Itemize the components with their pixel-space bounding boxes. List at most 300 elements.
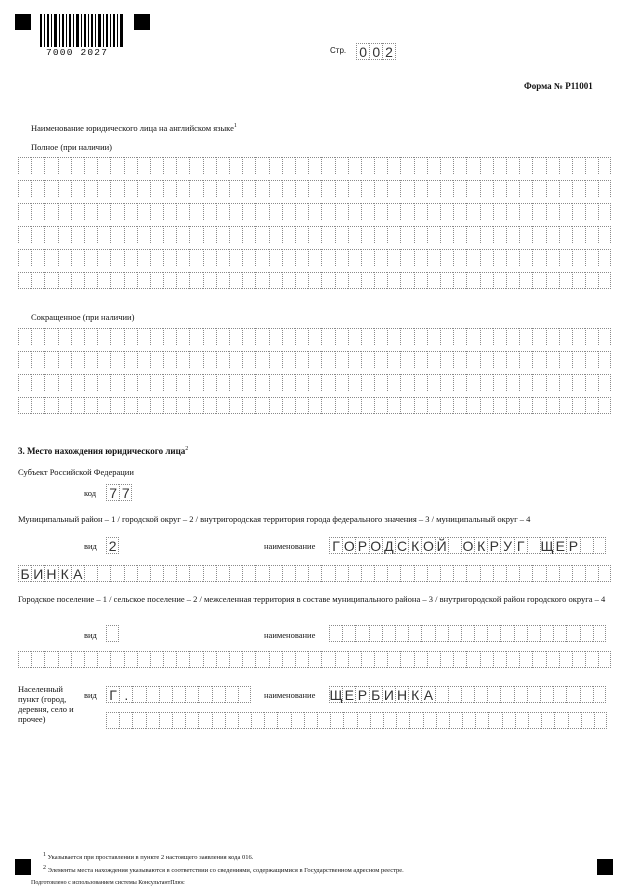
char-cell[interactable] (295, 180, 308, 197)
char-cell[interactable] (106, 625, 119, 642)
char-cell[interactable] (229, 226, 242, 243)
char-cell[interactable] (335, 328, 348, 345)
char-cell[interactable] (414, 351, 427, 368)
char-cell[interactable] (321, 328, 334, 345)
char-cell[interactable] (163, 565, 176, 582)
char-cell[interactable] (506, 651, 519, 668)
char-cell[interactable] (189, 226, 202, 243)
char-cell[interactable] (329, 625, 342, 642)
char-cell[interactable] (242, 249, 255, 266)
subject-code-field[interactable] (106, 484, 132, 501)
char-cell[interactable] (150, 180, 163, 197)
char-cell[interactable] (348, 565, 361, 582)
char-cell[interactable]: О (370, 537, 382, 554)
char-cell[interactable] (295, 351, 308, 368)
char-cell[interactable] (387, 651, 400, 668)
char-cell[interactable] (440, 565, 453, 582)
char-cell[interactable] (572, 249, 585, 266)
char-cell[interactable] (414, 328, 427, 345)
char-cell[interactable] (58, 272, 71, 289)
char-cell[interactable] (176, 203, 189, 220)
char-cell[interactable] (124, 374, 137, 391)
char-cell[interactable] (308, 226, 321, 243)
char-cell[interactable] (466, 157, 479, 174)
char-cell[interactable] (449, 712, 462, 729)
char-cell[interactable] (506, 374, 519, 391)
char-cell[interactable] (593, 686, 606, 703)
char-cell[interactable] (427, 397, 440, 414)
char-cell[interactable] (493, 351, 506, 368)
char-cell[interactable] (44, 226, 57, 243)
char-cell[interactable] (295, 374, 308, 391)
char-cell[interactable] (559, 203, 572, 220)
char-cell[interactable] (532, 351, 545, 368)
char-cell[interactable] (493, 226, 506, 243)
char-cell[interactable]: А (71, 565, 84, 582)
char-cell[interactable] (110, 328, 123, 345)
char-cell[interactable] (559, 226, 572, 243)
char-cell[interactable] (84, 374, 97, 391)
full-name-row-1[interactable] (18, 157, 611, 174)
char-cell[interactable] (409, 712, 422, 729)
char-cell[interactable] (572, 272, 585, 289)
char-cell[interactable] (514, 686, 527, 703)
municipal-name-field-line-2[interactable] (18, 565, 611, 582)
char-cell[interactable] (124, 397, 137, 414)
char-cell[interactable] (427, 272, 440, 289)
char-cell[interactable] (506, 565, 519, 582)
char-cell[interactable] (321, 651, 334, 668)
char-cell[interactable] (361, 249, 374, 266)
char-cell[interactable] (137, 565, 150, 582)
char-cell[interactable] (255, 397, 268, 414)
settlement-name-field-line-1[interactable] (329, 625, 606, 642)
char-cell[interactable] (124, 328, 137, 345)
char-cell[interactable] (493, 565, 506, 582)
char-cell[interactable] (172, 686, 185, 703)
full-name-row-6[interactable] (18, 272, 611, 289)
char-cell[interactable] (466, 351, 479, 368)
char-cell[interactable] (427, 203, 440, 220)
char-cell[interactable] (480, 249, 493, 266)
char-cell[interactable] (137, 651, 150, 668)
char-cell[interactable] (461, 686, 474, 703)
char-cell[interactable]: Р (487, 537, 500, 554)
char-cell[interactable] (440, 397, 453, 414)
char-cell[interactable] (84, 157, 97, 174)
char-cell[interactable] (269, 374, 282, 391)
char-cell[interactable] (436, 712, 449, 729)
char-cell[interactable] (480, 374, 493, 391)
char-cell[interactable] (400, 272, 413, 289)
char-cell[interactable] (255, 328, 268, 345)
char-cell[interactable] (519, 226, 532, 243)
char-cell[interactable] (97, 351, 110, 368)
char-cell[interactable] (348, 249, 361, 266)
char-cell[interactable] (348, 203, 361, 220)
char-cell[interactable]: И (382, 686, 395, 703)
char-cell[interactable] (480, 565, 493, 582)
char-cell[interactable] (493, 397, 506, 414)
char-cell[interactable] (572, 565, 585, 582)
char-cell[interactable] (203, 397, 216, 414)
char-cell[interactable]: 2 (382, 43, 395, 60)
char-cell[interactable] (474, 625, 487, 642)
char-cell[interactable] (150, 157, 163, 174)
char-cell[interactable] (506, 226, 519, 243)
char-cell[interactable]: Р (355, 686, 368, 703)
char-cell[interactable] (282, 328, 295, 345)
char-cell[interactable] (598, 328, 611, 345)
char-cell[interactable] (110, 249, 123, 266)
char-cell[interactable] (189, 180, 202, 197)
char-cell[interactable] (480, 157, 493, 174)
char-cell[interactable] (435, 686, 448, 703)
char-cell[interactable] (387, 351, 400, 368)
char-cell[interactable] (348, 397, 361, 414)
char-cell[interactable]: К (474, 537, 487, 554)
char-cell[interactable] (383, 712, 396, 729)
char-cell[interactable] (440, 374, 453, 391)
char-cell[interactable] (382, 625, 395, 642)
char-cell[interactable] (269, 249, 282, 266)
char-cell[interactable] (203, 351, 216, 368)
char-cell[interactable] (216, 565, 229, 582)
char-cell[interactable] (132, 712, 145, 729)
char-cell[interactable] (242, 226, 255, 243)
char-cell[interactable] (97, 226, 110, 243)
full-name-row-3[interactable] (18, 203, 611, 220)
char-cell[interactable] (176, 180, 189, 197)
char-cell[interactable] (546, 651, 559, 668)
char-cell[interactable] (291, 712, 304, 729)
char-cell[interactable] (203, 651, 216, 668)
char-cell[interactable] (97, 328, 110, 345)
char-cell[interactable] (395, 625, 408, 642)
char-cell[interactable] (427, 351, 440, 368)
char-cell[interactable] (440, 226, 453, 243)
char-cell[interactable] (400, 351, 413, 368)
char-cell[interactable] (282, 226, 295, 243)
char-cell[interactable] (374, 651, 387, 668)
char-cell[interactable] (110, 374, 123, 391)
char-cell[interactable] (185, 712, 198, 729)
char-cell[interactable] (546, 272, 559, 289)
char-cell[interactable] (519, 203, 532, 220)
char-cell[interactable] (229, 397, 242, 414)
char-cell[interactable] (308, 157, 321, 174)
char-cell[interactable] (242, 651, 255, 668)
char-cell[interactable] (519, 651, 532, 668)
char-cell[interactable] (480, 328, 493, 345)
char-cell[interactable] (321, 203, 334, 220)
char-cell[interactable] (546, 157, 559, 174)
char-cell[interactable] (448, 537, 461, 554)
char-cell[interactable] (84, 226, 97, 243)
char-cell[interactable] (559, 328, 572, 345)
char-cell[interactable] (242, 565, 255, 582)
char-cell[interactable] (172, 712, 185, 729)
char-cell[interactable] (308, 397, 321, 414)
char-cell[interactable] (361, 374, 374, 391)
char-cell[interactable] (18, 272, 31, 289)
char-cell[interactable] (84, 351, 97, 368)
char-cell[interactable] (435, 625, 448, 642)
char-cell[interactable] (598, 397, 611, 414)
char-cell[interactable] (255, 203, 268, 220)
char-cell[interactable] (176, 157, 189, 174)
char-cell[interactable] (308, 374, 321, 391)
char-cell[interactable] (159, 712, 172, 729)
char-cell[interactable] (453, 328, 466, 345)
char-cell[interactable] (203, 180, 216, 197)
char-cell[interactable] (137, 157, 150, 174)
char-cell[interactable] (408, 625, 421, 642)
char-cell[interactable] (527, 686, 540, 703)
char-cell[interactable] (163, 180, 176, 197)
char-cell[interactable] (189, 249, 202, 266)
char-cell[interactable] (448, 686, 461, 703)
char-cell[interactable] (295, 272, 308, 289)
char-cell[interactable] (255, 565, 268, 582)
char-cell[interactable] (348, 272, 361, 289)
char-cell[interactable] (335, 180, 348, 197)
char-cell[interactable] (559, 374, 572, 391)
char-cell[interactable] (18, 226, 31, 243)
char-cell[interactable] (414, 249, 427, 266)
char-cell[interactable] (374, 397, 387, 414)
char-cell[interactable] (480, 397, 493, 414)
char-cell[interactable] (559, 180, 572, 197)
char-cell[interactable] (453, 180, 466, 197)
char-cell[interactable]: Б (369, 686, 382, 703)
char-cell[interactable] (335, 272, 348, 289)
char-cell[interactable] (269, 651, 282, 668)
char-cell[interactable] (519, 157, 532, 174)
char-cell[interactable] (146, 686, 159, 703)
char-cell[interactable] (374, 226, 387, 243)
char-cell[interactable] (124, 249, 137, 266)
char-cell[interactable] (546, 397, 559, 414)
char-cell[interactable] (387, 226, 400, 243)
char-cell[interactable] (400, 651, 413, 668)
char-cell[interactable] (440, 328, 453, 345)
char-cell[interactable] (532, 374, 545, 391)
short-name-row-1[interactable] (18, 328, 611, 345)
char-cell[interactable]: Н (395, 686, 408, 703)
char-cell[interactable] (58, 328, 71, 345)
char-cell[interactable] (321, 397, 334, 414)
char-cell[interactable]: Е (342, 686, 355, 703)
char-cell[interactable] (189, 157, 202, 174)
char-cell[interactable] (216, 374, 229, 391)
char-cell[interactable] (31, 249, 44, 266)
char-cell[interactable] (585, 651, 598, 668)
char-cell[interactable] (546, 351, 559, 368)
char-cell[interactable] (31, 157, 44, 174)
char-cell[interactable] (374, 374, 387, 391)
char-cell[interactable] (453, 397, 466, 414)
char-cell[interactable] (335, 565, 348, 582)
char-cell[interactable] (374, 249, 387, 266)
char-cell[interactable] (71, 226, 84, 243)
char-cell[interactable] (414, 157, 427, 174)
char-cell[interactable] (282, 203, 295, 220)
char-cell[interactable] (387, 157, 400, 174)
char-cell[interactable] (321, 565, 334, 582)
char-cell[interactable] (532, 226, 545, 243)
char-cell[interactable] (31, 226, 44, 243)
char-cell[interactable] (269, 565, 282, 582)
char-cell[interactable] (440, 351, 453, 368)
char-cell[interactable] (581, 712, 594, 729)
char-cell[interactable] (18, 651, 31, 668)
char-cell[interactable] (150, 374, 163, 391)
char-cell[interactable] (506, 351, 519, 368)
char-cell[interactable] (124, 651, 137, 668)
char-cell[interactable] (58, 249, 71, 266)
char-cell[interactable] (242, 180, 255, 197)
char-cell[interactable] (269, 272, 282, 289)
full-name-row-2[interactable] (18, 180, 611, 197)
char-cell[interactable] (361, 272, 374, 289)
char-cell[interactable] (110, 397, 123, 414)
char-cell[interactable] (400, 397, 413, 414)
char-cell[interactable] (216, 203, 229, 220)
char-cell[interactable] (282, 351, 295, 368)
char-cell[interactable] (97, 397, 110, 414)
char-cell[interactable]: Б (18, 565, 31, 582)
char-cell[interactable] (453, 351, 466, 368)
char-cell[interactable] (361, 397, 374, 414)
char-cell[interactable] (18, 397, 31, 414)
char-cell[interactable] (414, 180, 427, 197)
char-cell[interactable] (31, 180, 44, 197)
char-cell[interactable] (282, 249, 295, 266)
char-cell[interactable] (361, 203, 374, 220)
page-number-field[interactable] (356, 43, 396, 60)
char-cell[interactable] (44, 272, 57, 289)
char-cell[interactable] (348, 180, 361, 197)
char-cell[interactable] (58, 203, 71, 220)
char-cell[interactable] (58, 651, 71, 668)
char-cell[interactable] (440, 157, 453, 174)
char-cell[interactable] (176, 272, 189, 289)
char-cell[interactable] (440, 249, 453, 266)
char-cell[interactable] (580, 625, 593, 642)
char-cell[interactable] (137, 328, 150, 345)
char-cell[interactable] (462, 712, 475, 729)
char-cell[interactable] (572, 157, 585, 174)
char-cell[interactable] (572, 180, 585, 197)
char-cell[interactable] (427, 328, 440, 345)
char-cell[interactable] (44, 397, 57, 414)
char-cell[interactable] (242, 351, 255, 368)
char-cell[interactable] (163, 203, 176, 220)
char-cell[interactable] (189, 328, 202, 345)
char-cell[interactable] (585, 249, 598, 266)
char-cell[interactable]: 7 (106, 484, 119, 501)
char-cell[interactable] (150, 272, 163, 289)
char-cell[interactable] (124, 565, 137, 582)
char-cell[interactable] (466, 374, 479, 391)
char-cell[interactable] (343, 712, 356, 729)
char-cell[interactable] (71, 374, 84, 391)
char-cell[interactable] (203, 249, 216, 266)
char-cell[interactable] (453, 374, 466, 391)
char-cell[interactable] (124, 272, 137, 289)
char-cell[interactable] (189, 565, 202, 582)
char-cell[interactable] (110, 351, 123, 368)
char-cell[interactable] (466, 226, 479, 243)
char-cell[interactable]: Е (553, 537, 566, 554)
char-cell[interactable] (84, 180, 97, 197)
char-cell[interactable] (58, 351, 71, 368)
char-cell[interactable] (269, 226, 282, 243)
char-cell[interactable] (598, 272, 611, 289)
char-cell[interactable] (225, 686, 238, 703)
char-cell[interactable] (321, 351, 334, 368)
char-cell[interactable] (229, 328, 242, 345)
char-cell[interactable] (493, 651, 506, 668)
char-cell[interactable] (163, 351, 176, 368)
char-cell[interactable] (427, 374, 440, 391)
char-cell[interactable] (295, 157, 308, 174)
char-cell[interactable] (71, 203, 84, 220)
char-cell[interactable] (566, 625, 579, 642)
char-cell[interactable] (519, 272, 532, 289)
char-cell[interactable] (387, 272, 400, 289)
char-cell[interactable] (400, 249, 413, 266)
char-cell[interactable] (519, 328, 532, 345)
char-cell[interactable] (255, 249, 268, 266)
char-cell[interactable] (466, 249, 479, 266)
char-cell[interactable] (150, 249, 163, 266)
char-cell[interactable] (137, 226, 150, 243)
char-cell[interactable] (229, 351, 242, 368)
char-cell[interactable] (216, 157, 229, 174)
char-cell[interactable] (487, 625, 500, 642)
char-cell[interactable] (84, 397, 97, 414)
char-cell[interactable] (295, 565, 308, 582)
char-cell[interactable] (559, 272, 572, 289)
char-cell[interactable] (453, 565, 466, 582)
char-cell[interactable] (480, 203, 493, 220)
char-cell[interactable] (58, 226, 71, 243)
char-cell[interactable] (18, 157, 31, 174)
char-cell[interactable] (229, 180, 242, 197)
char-cell[interactable] (559, 397, 572, 414)
char-cell[interactable] (453, 226, 466, 243)
char-cell[interactable] (553, 686, 566, 703)
char-cell[interactable]: С (395, 537, 408, 554)
char-cell[interactable] (84, 328, 97, 345)
char-cell[interactable]: А (421, 686, 434, 703)
char-cell[interactable] (269, 397, 282, 414)
char-cell[interactable] (585, 226, 598, 243)
char-cell[interactable] (493, 374, 506, 391)
char-cell[interactable] (506, 328, 519, 345)
char-cell[interactable] (493, 328, 506, 345)
char-cell[interactable] (282, 397, 295, 414)
char-cell[interactable] (572, 203, 585, 220)
short-name-row-3[interactable] (18, 374, 611, 391)
char-cell[interactable] (598, 651, 611, 668)
char-cell[interactable] (400, 565, 413, 582)
char-cell[interactable] (414, 565, 427, 582)
char-cell[interactable] (212, 712, 225, 729)
char-cell[interactable]: 0 (356, 43, 369, 60)
